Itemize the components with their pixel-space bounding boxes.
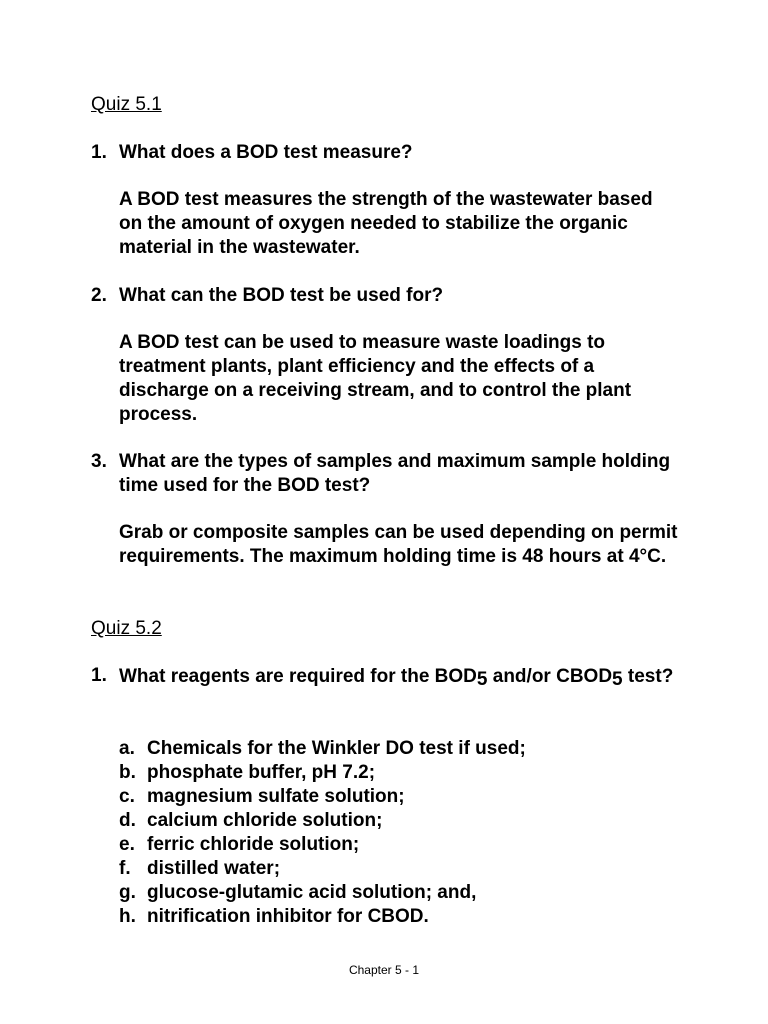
reagent-list [119,737,526,929]
question-part: and/or CBOD [487,666,613,687]
list-text: calcium chloride solution; [147,810,383,831]
question-text [119,664,679,690]
list-letter: b. [119,762,136,783]
answer-text: Grab or composite samples can be used depending on permit requirements. The maximum holding time is 48 hours at 4°C. [119,522,678,567]
question-text: What can the BOD test be used for? [119,285,444,306]
quiz-title: Quiz 5.1 [91,94,162,115]
answer-text: A BOD test measures the strength of the wastewater based on the amount of oxygen needed to stabilize the organic material in the wastewater. [119,189,653,258]
answer-text: A BOD test can be used to measure waste loadings to treatment plants, plant efficiency and the effects of a discharge on a receiving stream, and to control the plant process. [119,332,632,425]
list-item [119,785,526,809]
question-number: 3. [91,451,107,472]
quiz-title: Quiz 5.2 [91,618,162,639]
list-text: phosphate buffer, pH 7.2; [147,762,376,783]
question-number: 2. [91,285,107,306]
list-letter: e. [119,834,135,855]
list-letter: d. [119,810,136,831]
list-letter: f. [119,858,131,879]
list-letter: a. [119,738,135,759]
list-letter: g. [119,882,136,903]
list-text: nitrification inhibitor for CBOD. [147,906,429,927]
list-text: ferric chloride solution; [147,834,360,855]
subscript: 5 [612,669,623,690]
question-part: What reagents are required for the BOD [119,666,477,687]
list-text: magnesium sulfate solution; [147,786,405,807]
subscript: 5 [476,669,488,690]
list-item [119,833,526,857]
question-number: 1. [91,665,107,686]
list-item [119,905,526,929]
page-footer: Chapter 5 - 1 [348,963,420,977]
list-text: distilled water; [147,858,281,879]
list-item [119,809,526,833]
list-text: glucose-glutamic acid solution; and, [147,882,477,903]
question-part: test? [622,666,674,687]
list-letter: h. [119,906,136,927]
list-item [119,881,526,905]
list-text: Chemicals for the Winkler DO test if used; [147,738,526,759]
list-item [119,857,526,881]
question-number: 1. [91,142,107,163]
list-letter: c. [119,786,135,807]
list-item [119,737,526,761]
list-item [119,761,526,785]
question-text: What are the types of samples and maximum sample holding time used for the BOD test? [119,451,671,496]
question-text: What does a BOD test measure? [119,142,413,163]
